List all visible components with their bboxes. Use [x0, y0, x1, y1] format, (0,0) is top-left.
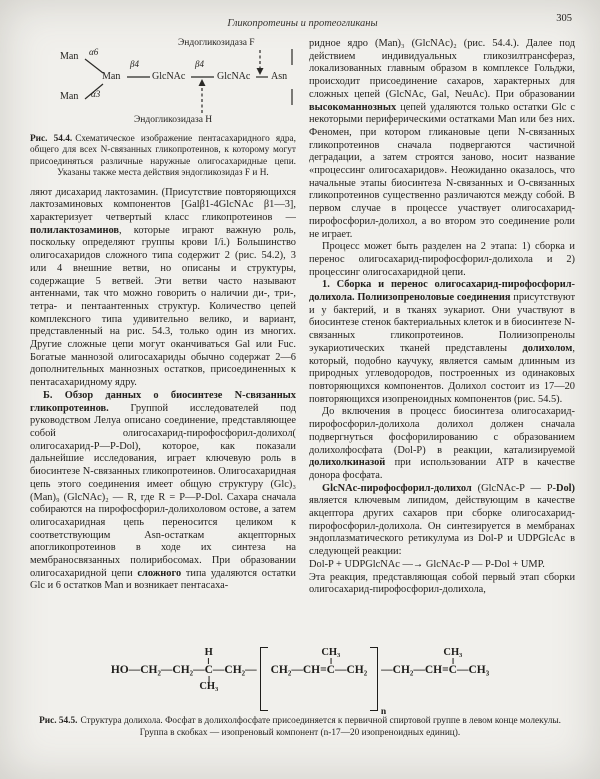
man-residue: Man — [102, 71, 121, 82]
fig-54-4-caption — [30, 134, 296, 180]
alpha-3-linkage-label: α3 — [91, 89, 101, 99]
left-bracket — [260, 647, 268, 711]
repeat-count-n: n — [380, 707, 387, 717]
bold-text: 1. Сборка и перенос олигосахарид-пирофосфорил-долихола. Полиизопреноловые соединения — [309, 279, 575, 304]
formula-tail-end: —CH₃ — [456, 664, 490, 676]
carbon-atom: CH₃ C — [321, 647, 341, 676]
text: Dol-P + UDPGlcNAc —→ GlcNAc-P — P-Dol + UMP. — [309, 558, 545, 570]
paragraph — [30, 390, 296, 593]
beta-4-linkage-label: β4 — [130, 59, 139, 69]
paragraph — [309, 559, 575, 572]
caption-text: Схематическое изображение пентасахаридного ядра, общего для всех N-связанных гликопротеинов, к которому могут присоединяться различные наружные олигосахаридные цепи. Указаны также места действия эндогликозидаз F и H. — [30, 134, 296, 179]
vertical-bond — [330, 658, 331, 664]
paragraph — [30, 187, 296, 390]
text: До включения в процесс биосинтеза олигосахарид-пирофосфорил-долихола долихол должен сначала подвергнуться фосфорилированию с образованием долихолфосфата (Dol-P) в реакции, катализируемой — [309, 406, 575, 456]
two-column-text — [0, 34, 600, 626]
right-column — [309, 38, 575, 626]
formula-link: —CH₂— — [212, 664, 257, 676]
bold-text: высокоманнозных — [309, 101, 397, 113]
text: цепей удаляются только остатки Glc с некоторыми периферическими остатками Man или без них. Феномен, при котором гликановые цепи N-связанных гликопротеинов сначала подвергаются частичной деградации, а затем строятся заново, носит название «процессинг олигосахаридов». Неожиданно оказалось, что начальные этапы биосинтеза N-связанных и O-связанных гликопротеинов существенно различаются между собой. В первом случае в процессе участвует олигосахарид-пирофосфорил-долихол, а во втором это соединение роли не играет. — [309, 101, 575, 240]
bold-text: сложного — [137, 567, 182, 579]
figure-label: Рис. 54.5. — [39, 716, 78, 726]
text: , которые играют важную роль, поскольку определяют группы крови I/i.) Большинство олигосахаридов сложного типа содержит 2 (рис. 54.2), 3 или 4 внешние ветви, но описаны и структуры, содержащие 5 ветвей. Эти ветви часто называют антеннами, так что можно говорить о наличии ди-, три-, тетра- и пентаантенных структур. Количество цепей комплексного типа удивительно велико, и вариант, представленный на рис. 54.3, только один из многих. Другие сложные цепи могут оканчиваться Gal или Fuc. Богатые маннозой олигосахариды обычно содержат 2—6 дополнительных маннозных остатков, присоединенных к пентасахаридному ядру. — [30, 224, 296, 389]
page-header — [0, 0, 600, 34]
paragraph — [309, 279, 575, 406]
right-bracket — [370, 647, 387, 717]
man-residue: Man — [60, 51, 79, 62]
endo-f-arrowhead — [257, 68, 264, 75]
formula-tail-start: —CH₂—CH= — [381, 664, 449, 676]
carbon-atom: H C CH₃ — [199, 647, 219, 692]
text: Процесс может быть разделен на 2 этапа: 1) сборка и перенос олигосахарид-пирофосфорил-долихола и 2) процессинг олигосахаридной цепи. — [309, 241, 575, 278]
ch3-substituent: CH₃ — [443, 648, 462, 664]
vertical-bond — [452, 658, 453, 664]
bold-text: Dol) — [555, 482, 575, 494]
carbon-atom: CH₃ C — [443, 647, 463, 676]
repeat-unit-start: CH₂—CH= — [270, 664, 327, 676]
fig-54-4-diagram — [30, 38, 296, 130]
ch3-substituent: CH₃ — [199, 676, 218, 692]
endoglycosidase-f-label: Эндогликозидаза F — [178, 38, 255, 48]
man-residue: Man — [60, 91, 79, 102]
bold-text: Б. Обзор данных о биосинтезе N-связанных гликопротеинов. — [30, 389, 296, 414]
bold-text: долихолкиназой — [309, 457, 386, 469]
text: Группой исследователей под руководством Лелуа описано соединение, представляющее собой олигосахарид-пирофосфорил-долихол( олигосахарид-P—P-Dol), которое, как показали дальнейшие исследования, играет ключевую роль в биосинтезе N-связанных гликопротеинов. Олигосахаридная цепь этого соединения имеет общую структуру (Glc)₃ (Man)₉ (GlcNAc)₂ — R, где R = P—P-Dol. Сахара сначала собираются на пирофосфорил-долихоловом остове, а затем олигосахаридная цепь переносится целиком к соответствующим Asn-остаткам акцепторных апогликопротеинов в ходе их синтеза на мембраносвязанных полирибосомах. При образовании олигосахаридной цепи — [30, 402, 296, 579]
paragraph — [309, 406, 575, 482]
repeat-unit-end: —CH₂ — [334, 664, 368, 676]
text: является ключевым липидом, действующим в качестве акцептора других сахаров при сборке олигосахарид-пирофосфорил-долихола. Он синтезируется в мембранах эндоплазматического ретикулума из Dol-P и UDPGlcAc в следующей реакции: — [309, 495, 575, 558]
paragraph — [309, 572, 575, 597]
paragraph — [309, 38, 575, 241]
text: Эта реакция, представляющая собой первый этап сборки олигосахарид-пирофосфорил-долихола, — [309, 571, 575, 596]
alpha-6-linkage-label: α6 — [89, 47, 99, 57]
ch3-substituent: CH₃ — [321, 648, 340, 664]
caption-text: Структура долихола. Фосфат в долихолфосфате присоединяется к первичной спиртовой группе в левом конце молекулы. Группа в скобках — изопреновый компонент (n-17—20 изопреноидных единиц). — [80, 716, 561, 738]
paragraph — [309, 241, 575, 279]
bold-text: GlcNAc-пирофосфорил-долихол — [322, 482, 472, 494]
formula-head: HO—CH₂—CH₂— — [110, 664, 205, 676]
left-column — [30, 38, 296, 626]
h-substituent: H — [205, 648, 213, 664]
dolichol-structure — [0, 626, 600, 717]
asn-residue: Asn — [271, 71, 288, 82]
endoglycosidase-h-label: Эндогликозидаза H — [134, 115, 213, 125]
text: ридное ядро (Man)₃ (GlcNAc)₂ (рис. 54.4.). Далее под действием индивидуальных гликозилтрансфераз, локализованных главным образом в комплексе Гольджи, происходит присоединение сахаров, характерных для сложных цепей (GlcNAc, Gal, NeuAc). При образовании — [309, 38, 575, 100]
fig-54-5-caption — [0, 716, 600, 739]
text: , который, подобно каучуку, является самым длинным из природных углеводородов, построенных из одинаковых повторяющихся компонентов. Долихол состоит из 17—20 повторяющихся изопреноидных компонентов (рис. 54.5). — [309, 342, 575, 405]
paragraph — [309, 483, 575, 559]
beta-4-linkage-label: β4 — [195, 59, 204, 69]
chapter-running-title: Гликопротеины и протеогликаны — [227, 18, 378, 29]
figure-label: Рис. 54.4. — [30, 134, 73, 144]
text: ляют дисахарид лактозамин. (Присутствие повторяющихся лактозаминовых компонентов [Galβ1-4GlcNAc β1—3], характеризует четвертый класс гликопротеинов — — [30, 186, 296, 224]
glcnac-residue: GlcNAc — [152, 71, 186, 82]
vertical-bond — [208, 658, 209, 664]
left-column-text — [30, 187, 296, 594]
endo-h-arrowhead — [199, 79, 206, 86]
bold-text: полилактозаминов — [30, 224, 120, 236]
right-column-text — [309, 38, 575, 597]
bold-text: долихолом — [522, 342, 573, 354]
glcnac-residue: GlcNAc — [217, 71, 251, 82]
text: присутствуют и у бактерий, и в тканях эукариот. Они участвуют в биосинтезе стенок бактериальных клеток и в биосинтезе N-связанных гликопротеинов. Полиизопренолы эукариотических тканей представлены — [309, 292, 575, 354]
text: типа удаляются остатки Glc и 6 остатков Man и возникает пентасаха- — [30, 567, 296, 592]
page-number: 305 — [556, 13, 572, 24]
text: (GlcNAc-P — P- — [471, 482, 556, 494]
text: при использовании ATP в качестве донора фосфата. — [309, 457, 575, 481]
